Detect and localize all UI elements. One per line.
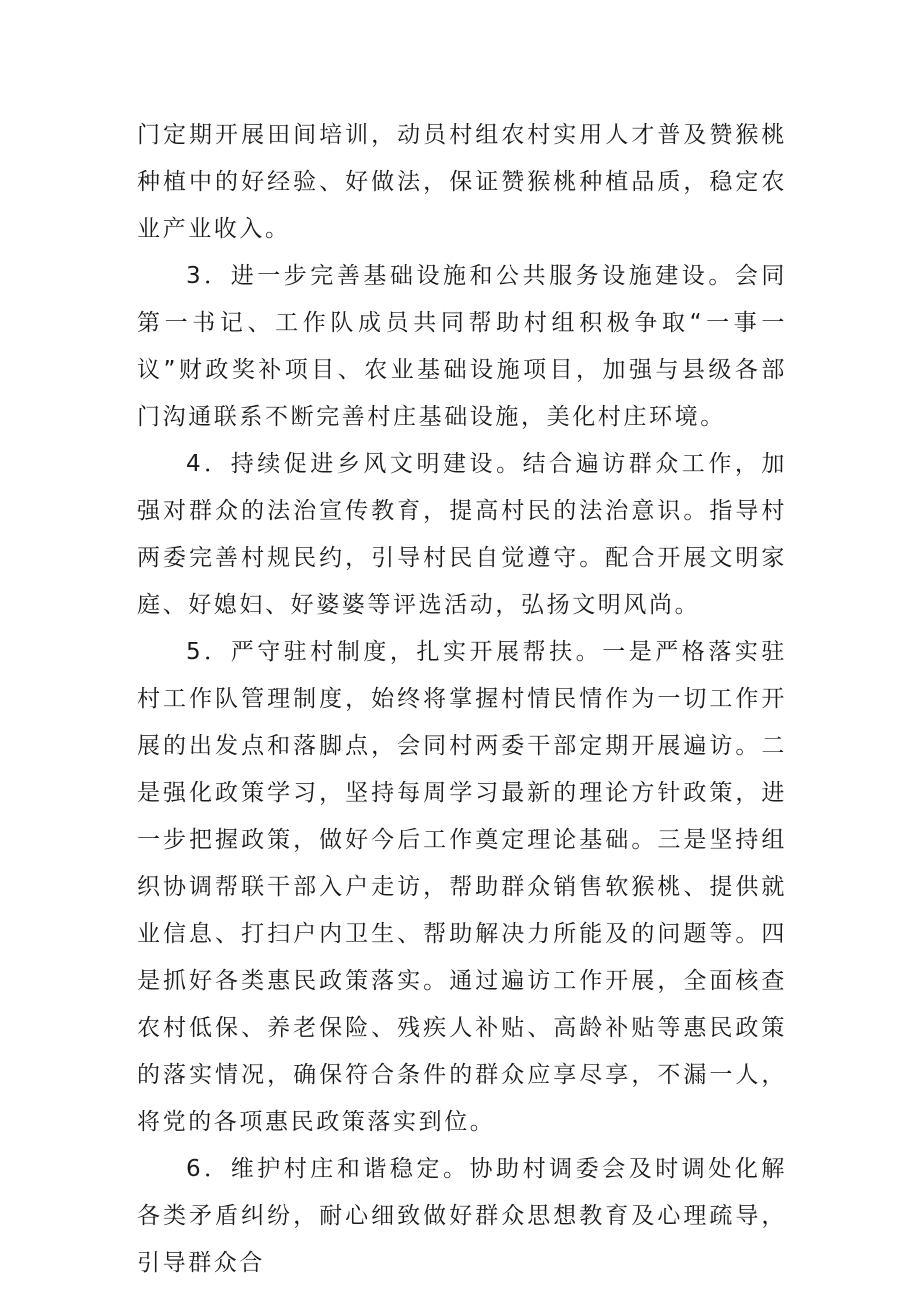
- paragraph-3: 4．持续促进乡风文明建设。结合遍访群众工作，加强对群众的法治宣传教育，提高村民的法治意识。指导村两委完善村规民约，引导村民自觉遵守。配合开展文明家庭、好媳妇、好婆婆等评选活动，弘扬文明风尚。: [137, 451, 787, 618]
- paragraph-4: 5．严守驻村制度，扎实开展帮扶。一是严格落实驻村工作队管理制度，始终将掌握村情民情作为一切工作开展的出发点和落脚点，会同村两委干部定期开展遍访。二是强化政策学习，坚持每周学习最新的理论方针政策，进一步把握政策，做好今后工作奠定理论基础。三是坚持组织协调帮联干部入户走访，帮助群众销售软猴桃、提供就业信息、打扫户内卫生、帮助解决力所能及的问题等。四是抓好各类惠民政策落实。通过遍访工作开展，全面核查农村低保、养老保险、残疾人补贴、高龄补贴等惠民政策的落实情况，确保符合条件的群众应享尽享，不漏一人，将党的各项惠民政策落实到位。: [137, 639, 787, 1135]
- paragraph-1: 门定期开展田间培训，动员村组农村实用人才普及赞猴桃种植中的好经验、好做法，保证赞猴桃种植品质，稳定农业产业收入。: [137, 122, 787, 242]
- paragraph-2: 3．进一步完善基础设施和公共服务设施建设。会同第一书记、工作队成员共同帮助村组积极争取“一事一议”财政奖补项目、农业基础设施项目，加强与县级各部门沟通联系不断完善村庄基础设施，美化村庄环境。: [137, 263, 787, 430]
- document-body: [137, 112, 787, 1287]
- paragraph-5: 6．维护村庄和谐稳定。协助村调委会及时调处化解各类矛盾纠纷，耐心细致做好群众思想教育及心理疏导，引导群众合: [137, 1156, 787, 1276]
